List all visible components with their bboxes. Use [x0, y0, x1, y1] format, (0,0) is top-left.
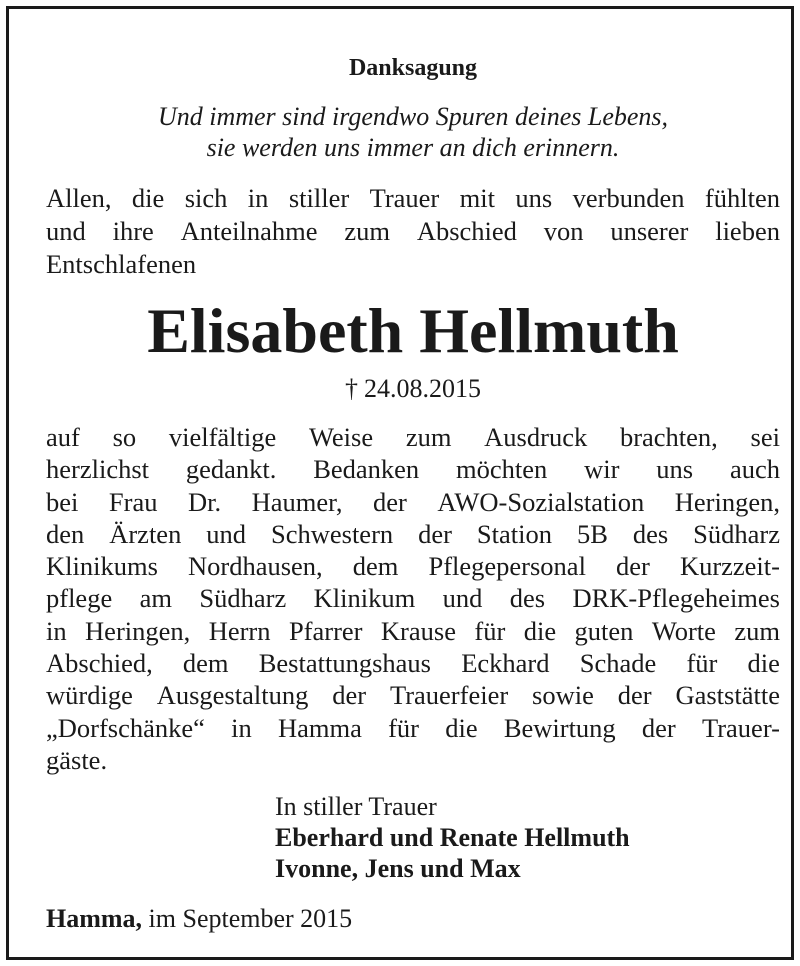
- word: vielfältige: [168, 422, 277, 452]
- word: Gaststätte: [675, 680, 780, 711]
- word: DRK-Pflegeheimes: [572, 583, 780, 614]
- body-line: [46, 453, 780, 485]
- word: Weise: [309, 422, 374, 452]
- header-title: Danksagung: [348, 55, 478, 81]
- word: dem: [352, 551, 399, 582]
- word: unserer: [610, 216, 689, 246]
- word: fühlten: [704, 183, 780, 213]
- word: herzlichst: [46, 454, 150, 485]
- word: der: [373, 486, 407, 517]
- deceased-name: Elisabeth Hellmuth: [147, 295, 679, 366]
- family-names: Eberhard und Renate Hellmuth: [275, 823, 630, 852]
- word: für: [388, 712, 419, 743]
- word: der: [617, 680, 652, 711]
- word: Klinikum: [313, 583, 416, 614]
- motto-line: sie werden uns immer an dich erinnern.: [206, 133, 620, 162]
- death-date-line: [46, 373, 780, 405]
- word: des: [509, 583, 546, 614]
- word: guten: [574, 615, 634, 646]
- word: des: [632, 518, 669, 549]
- word: am: [139, 583, 172, 614]
- word: verbunden: [572, 183, 685, 213]
- word: dem: [182, 648, 229, 679]
- word: 5B: [576, 518, 608, 549]
- signoff-line: In stiller Trauer: [275, 792, 437, 821]
- word: sei: [750, 422, 780, 452]
- word: von: [543, 216, 584, 246]
- word: Ausgestaltung: [156, 680, 309, 711]
- intro-line: [46, 182, 780, 215]
- word: Bestattungshaus: [258, 648, 431, 679]
- word: für: [686, 648, 718, 679]
- body-line: [46, 615, 780, 647]
- word: Schade: [579, 648, 657, 679]
- body-line: [46, 518, 780, 550]
- body-line: [46, 550, 780, 582]
- place-date: im September 2015: [148, 904, 353, 933]
- word: Schwestern: [270, 518, 394, 549]
- word: Haumer,: [251, 486, 343, 517]
- body-line: [46, 421, 780, 453]
- family-names: Ivonne, Jens und Max: [275, 854, 521, 883]
- intro-line: [46, 215, 780, 248]
- word: Pflegepersonal: [428, 551, 586, 582]
- word: gedankt.: [185, 454, 277, 485]
- word: sowie: [532, 680, 594, 711]
- word: mit: [459, 183, 496, 213]
- word: uns: [515, 183, 553, 213]
- word: und: [46, 216, 86, 246]
- word: der: [418, 518, 452, 549]
- word: Trauer: [369, 183, 440, 213]
- word: brachten,: [619, 422, 718, 452]
- word: Heringen,: [85, 615, 191, 646]
- word: Allen,: [46, 183, 112, 213]
- word: der: [616, 551, 650, 582]
- word: pflege: [46, 583, 113, 614]
- word: Ärzten: [109, 518, 182, 549]
- motto-line: Und immer sind irgendwo Spuren deines Lebens,: [157, 102, 669, 131]
- word: Anteilnahme: [180, 216, 318, 246]
- word: die: [523, 615, 557, 646]
- word: wir: [584, 454, 620, 485]
- word: zum: [405, 422, 452, 452]
- body-line: [46, 486, 780, 518]
- word: die: [445, 712, 478, 743]
- word: den: [46, 518, 85, 549]
- body-paragraph: [46, 421, 780, 776]
- word: Worte: [651, 615, 716, 646]
- word: Kurzzeit-: [679, 551, 780, 582]
- word: in: [46, 615, 67, 646]
- place-date-line: [46, 903, 352, 934]
- word: Bedanken: [313, 454, 420, 485]
- word: uns: [656, 454, 694, 485]
- word: und: [206, 518, 247, 549]
- word: zum: [344, 216, 390, 246]
- word: lieben: [715, 216, 780, 246]
- cross-icon: †: [345, 374, 358, 403]
- word: Abschied: [416, 216, 517, 246]
- word: würdige: [46, 680, 133, 711]
- obituary-frame: [6, 6, 794, 960]
- word: und: [442, 583, 483, 614]
- word: Krause: [380, 615, 456, 646]
- word: möchten: [456, 454, 548, 485]
- intro-paragraph: [46, 182, 780, 281]
- word: auf: [46, 422, 80, 452]
- signoff-block: [275, 791, 630, 884]
- word: Trauer-: [701, 712, 780, 743]
- word: zum: [734, 615, 780, 646]
- body-line: gäste.: [46, 744, 108, 775]
- motto-quote: [46, 101, 780, 163]
- word: Station: [476, 518, 552, 549]
- word: bei: [46, 486, 79, 517]
- word: Klinikums: [46, 551, 158, 582]
- word: Bewirtung: [503, 712, 616, 743]
- word: die: [131, 183, 165, 213]
- word: Südharz: [199, 583, 287, 614]
- word: so: [112, 422, 137, 452]
- word: stiller: [288, 183, 350, 213]
- word: Herrn: [208, 615, 271, 646]
- word: Hamma: [277, 712, 362, 743]
- word: Pfarrer: [288, 615, 363, 646]
- word: „Dorfschänke“: [46, 712, 205, 743]
- word: AWO-Sozialstation: [437, 486, 645, 517]
- place-town: Hamma,: [46, 904, 143, 933]
- word: Ausdruck: [484, 422, 588, 452]
- word: auch: [729, 454, 780, 485]
- word: Dr.: [187, 486, 222, 517]
- word: Heringen,: [674, 486, 780, 517]
- body-line: [46, 679, 780, 711]
- death-date: 24.08.2015: [364, 374, 481, 403]
- word: in: [247, 183, 269, 213]
- word: der: [332, 680, 367, 711]
- word: Eckhard: [461, 648, 550, 679]
- word: die: [747, 648, 780, 679]
- word: Südharz: [693, 518, 780, 549]
- word: in: [231, 712, 252, 743]
- word: Nordhausen,: [187, 551, 323, 582]
- body-line: [46, 647, 780, 679]
- word: Frau: [108, 486, 158, 517]
- body-line: [46, 582, 780, 614]
- intro-line: Entschlafenen: [46, 249, 197, 279]
- body-line: [46, 712, 780, 744]
- word: Abschied,: [46, 648, 153, 679]
- word: Trauerfeier: [389, 680, 509, 711]
- word: ihre: [112, 216, 154, 246]
- word: für: [474, 615, 506, 646]
- word: sich: [184, 183, 228, 213]
- word: der: [641, 712, 676, 743]
